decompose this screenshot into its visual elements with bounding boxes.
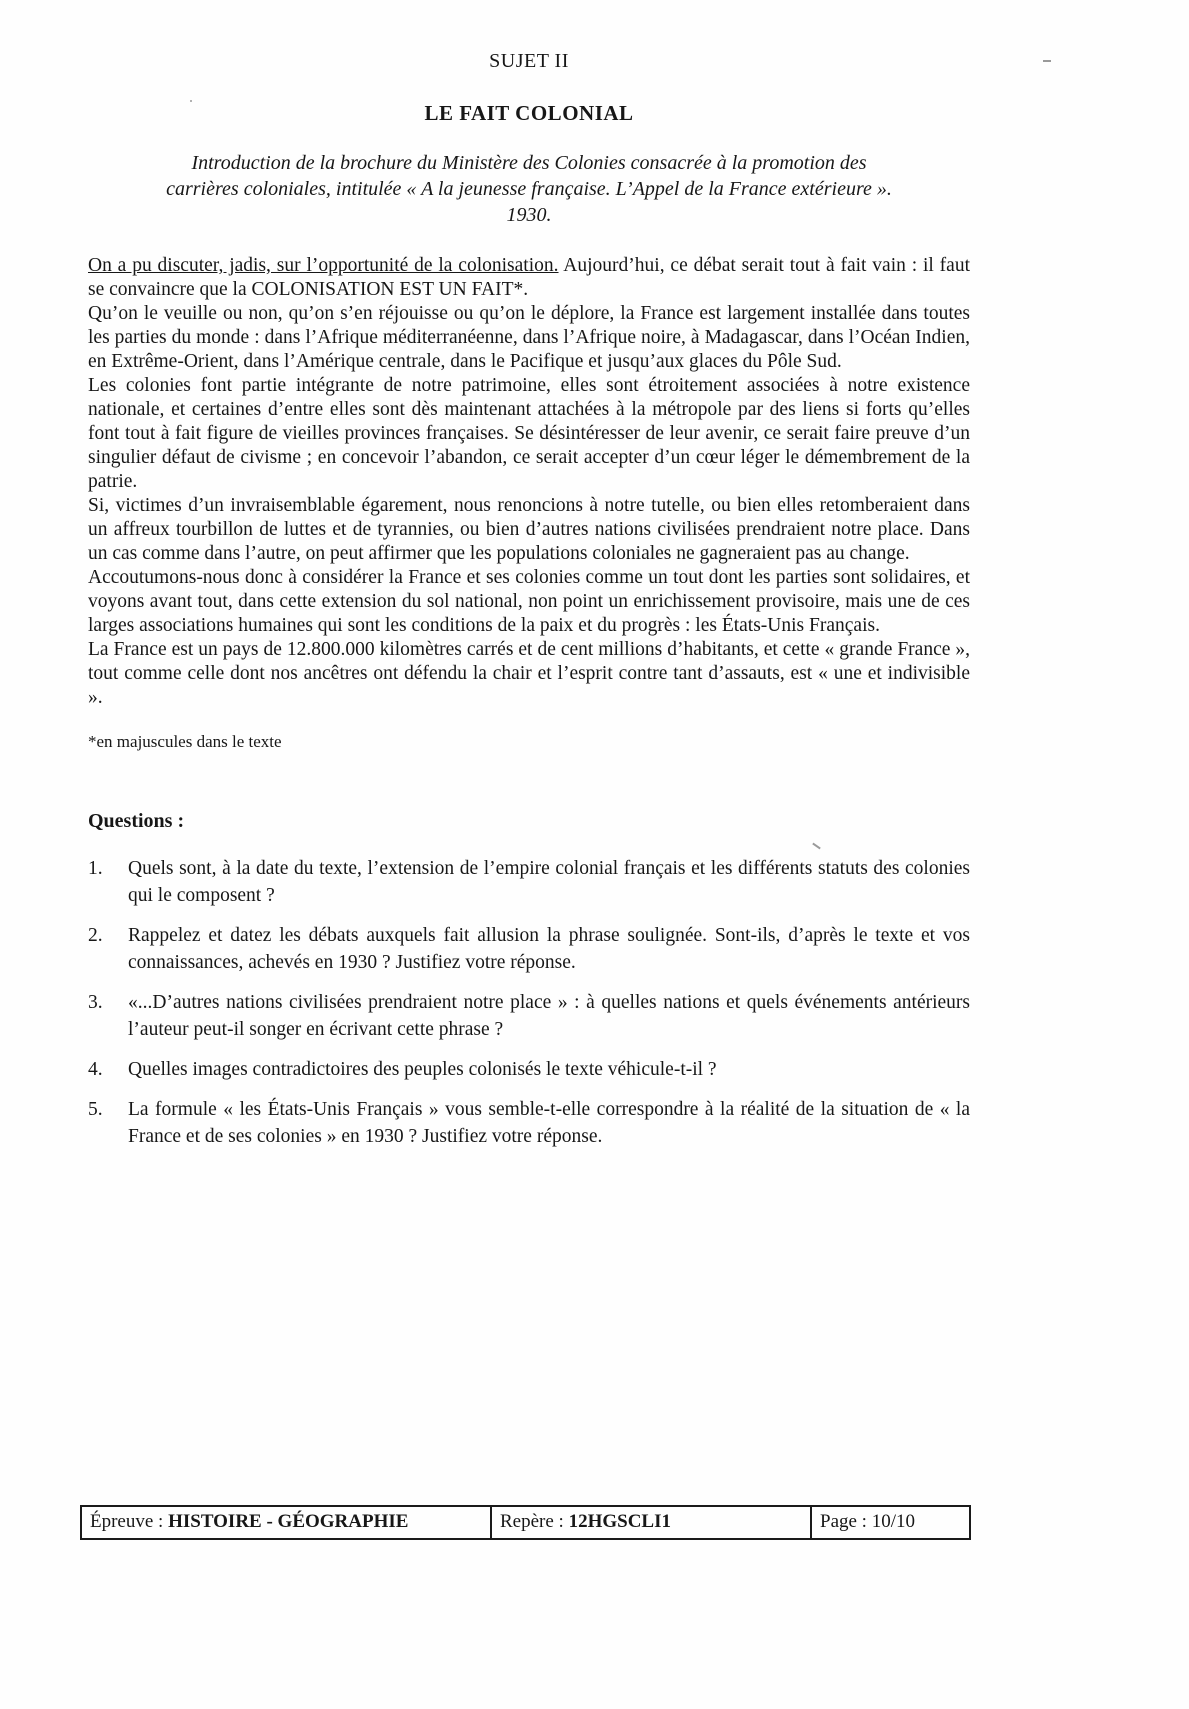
footer-table xyxy=(80,1505,971,1540)
question-text: Rappelez et datez les débats auxquels fait allusion la phrase soulignée. Sont-ils, d’après le texte et vos connaissances, achevés en 1930 ? Justifiez votre réponse. xyxy=(128,925,970,973)
question-number: 2. xyxy=(88,925,103,946)
questions-heading: Questions : xyxy=(88,810,185,832)
footnote: *en majuscules dans le texte xyxy=(88,732,282,751)
paragraph-1 xyxy=(88,254,970,302)
document-content xyxy=(88,0,970,1163)
question-number: 5. xyxy=(88,1099,103,1120)
question-item xyxy=(88,922,970,976)
footer-epreuve-label: Épreuve : xyxy=(90,1511,164,1532)
question-text: Quels sont, à la date du texte, l’extension de l’empire colonial français et les différents statuts des colonies qui le composent ? xyxy=(128,858,970,906)
paragraph-2: Qu’on le veuille ou non, qu’on s’en réjouisse ou qu’on le déplore, la France est largement installée dans toutes les parties du monde : dans l’Afrique méditerranéenne, dans l’Afrique noire, à Madagascar, dans l’Océan Indien, en Extrême-Orient, dans l’Amérique centrale, dans le Pacifique et jusqu’aux glaces du Pôle Sud. xyxy=(88,303,970,372)
document-title: LE FAIT COLONIAL xyxy=(424,101,634,125)
footer-cell-page xyxy=(810,1505,971,1540)
footer-repere-label: Repère : xyxy=(500,1511,564,1532)
paragraph-1-rest: Aujourd’hui, ce débat serait tout à fait vain : il faut se convaincre que la COLONISATION EST UN FAIT*. xyxy=(88,255,970,300)
paragraph-6: La France est un pays de 12.800.000 kilomètres carrés et de cent millions d’habitants, et cette « grande France », tout comme celle dont nos ancêtres ont défendu la chair et l’esprit contre tant d’assauts, est « une et indivisible ». xyxy=(88,639,970,708)
question-text: La formule « les États-Unis Français » vous semble-t-elle correspondre à la réalité de la situation de « la France et de ses colonies » en 1930 ? Justifiez votre réponse. xyxy=(128,1099,970,1147)
source-caption-line-2: carrières coloniales, intitulée « A la jeunesse française. L’Appel de la France extérieure ». xyxy=(166,178,892,200)
source-text xyxy=(88,254,970,710)
questions-list xyxy=(88,855,970,1150)
question-number: 3. xyxy=(88,992,103,1013)
question-item xyxy=(88,855,970,909)
source-caption-year: 1930. xyxy=(506,204,552,226)
underlined-sentence: On a pu discuter, jadis, sur l’opportunité de la colonisation. xyxy=(88,255,559,276)
question-text: Quelles images contradictoires des peuples colonisés le texte véhicule-t-il ? xyxy=(128,1059,717,1080)
footer-cell-epreuve xyxy=(80,1505,492,1540)
scan-artifact xyxy=(1043,60,1051,62)
question-number: 1. xyxy=(88,858,103,879)
paragraph-4: Si, victimes d’un invraisemblable égarement, nous renoncions à notre tutelle, ou bien elles retomberaient dans un affreux tourbillon de luttes et de tyrannies, ou bien d’autres nations civilisées prendraient notre place. Dans un cas comme dans l’autre, on peut affirmer que les populations coloniales ne gagneraient pas au change. xyxy=(88,495,970,564)
paragraph-5: Accoutumons-nous donc à considérer la France et ses colonies comme un tout dont les parties sont solidaires, et voyons avant tout, dans cette extension du sol national, non point un enrichissement provisoire, mais une de ces larges associations humaines qui sont les conditions de la paix et du progrès : les États-Unis Français. xyxy=(88,567,970,636)
footer-epreuve-value: HISTOIRE - GÉOGRAPHIE xyxy=(168,1511,409,1532)
question-item xyxy=(88,1056,970,1083)
source-caption-line-1: Introduction de la brochure du Ministère des Colonies consacrée à la promotion des xyxy=(191,152,867,174)
question-item xyxy=(88,989,970,1043)
footer-page-text: Page : 10/10 xyxy=(820,1511,915,1532)
footer-repere-value: 12HGSCLI1 xyxy=(568,1511,671,1532)
page-header: SUJET II xyxy=(489,50,569,72)
question-item xyxy=(88,1096,970,1150)
question-number: 4. xyxy=(88,1059,103,1080)
question-text: «...D’autres nations civilisées prendraient notre place » : à quelles nations et quels événements antérieurs l’auteur peut-il songer en écrivant cette phrase ? xyxy=(128,992,970,1040)
footer-cell-repere xyxy=(490,1505,812,1540)
source-caption xyxy=(88,150,970,228)
paragraph-3: Les colonies font partie intégrante de notre patrimoine, elles sont étroitement associées à notre existence nationale, et certaines d’entre elles sont dès maintenant attachées à la métropole par des liens si forts qu’elles font tout à fait figure de vieilles provinces françaises. Se désintéresser de leur avenir, ce serait faire preuve d’un singulier défaut de civisme ; en concevoir l’abandon, ce serait accepter d’un cœur léger le démembrement de la patrie. xyxy=(88,375,970,492)
